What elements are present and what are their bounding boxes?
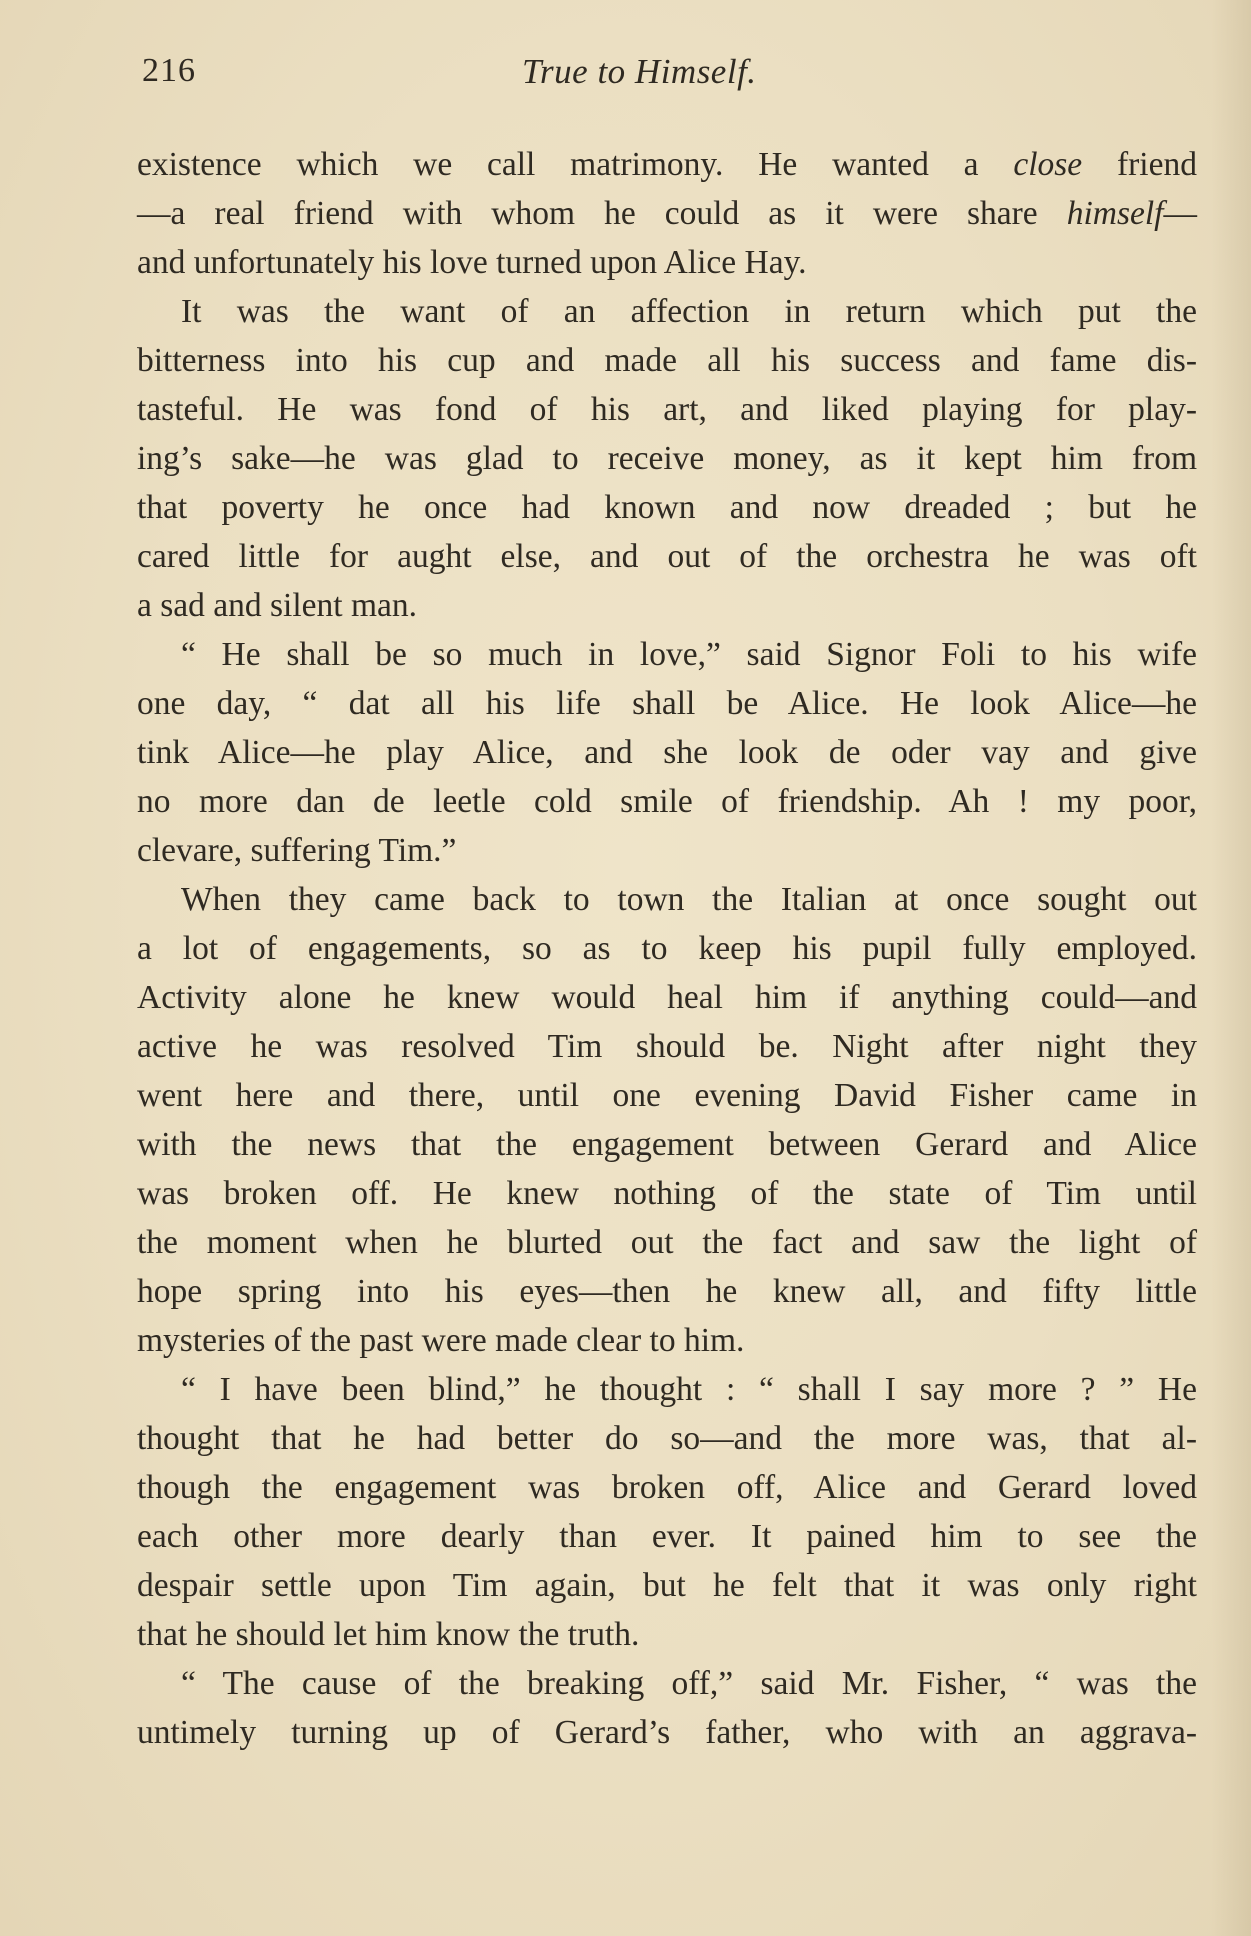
- text-line: tasteful. He was fond of his art, and liked playing for play-: [137, 391, 1197, 428]
- text-line: the moment when he blurted out the fact and saw the light of: [137, 1224, 1197, 1261]
- text-line: Activity alone he knew would heal him if anything could—and: [137, 979, 1197, 1016]
- text-line: with the news that the engagement between Gerard and Alice: [137, 1126, 1197, 1163]
- text-line: “ He shall be so much in love,” said Signor Foli to his wife: [181, 636, 1197, 673]
- text-line: —a real friend with whom he could as it were share himself—: [137, 195, 1197, 232]
- page-number: 216: [142, 52, 196, 89]
- text-line: When they came back to town the Italian at once sought out: [181, 881, 1197, 918]
- text-line: went here and there, until one evening David Fisher came in: [137, 1077, 1197, 1114]
- text-line: a sad and silent man.: [137, 587, 418, 624]
- text-line: that he should let him know the truth.: [137, 1616, 640, 1653]
- text-line: and unfortunately his love turned upon Alice Hay.: [137, 244, 807, 281]
- text-line: existence which we call matrimony. He wanted a close friend: [137, 146, 1197, 183]
- text-line: active he was resolved Tim should be. Night after night they: [137, 1028, 1197, 1065]
- text-line: bitterness into his cup and made all his success and fame dis-: [137, 342, 1197, 379]
- running-title: True to Himself.: [522, 52, 757, 91]
- text-line: was broken off. He knew nothing of the state of Tim until: [137, 1175, 1197, 1212]
- text-line: It was the want of an affection in return which put the: [181, 293, 1197, 330]
- text-line: “ I have been blind,” he thought : “ shall I say more ? ” He: [181, 1371, 1197, 1408]
- text-line: despair settle upon Tim again, but he felt that it was only right: [137, 1567, 1197, 1604]
- text-line: mysteries of the past were made clear to him.: [137, 1322, 745, 1359]
- text-line: cared little for aught else, and out of the orchestra he was oft: [137, 538, 1197, 575]
- text-line: clevare, suffering Tim.”: [137, 832, 457, 869]
- text-line: a lot of engagements, so as to keep his pupil fully employed.: [137, 930, 1197, 967]
- text-line: hope spring into his eyes—then he knew all, and fifty little: [137, 1273, 1197, 1310]
- text-line: thought that he had better do so—and the more was, that al-: [137, 1420, 1197, 1457]
- text-line: though the engagement was broken off, Alice and Gerard loved: [137, 1469, 1197, 1506]
- text-line: “ The cause of the breaking off,” said Mr. Fisher, “ was the: [181, 1665, 1197, 1702]
- text-line: no more dan de leetle cold smile of friendship. Ah ! my poor,: [137, 783, 1197, 820]
- body-text: [137, 140, 1197, 1757]
- page-edge-shadow: [1211, 0, 1251, 1936]
- page-header: [142, 48, 1142, 108]
- text-line: that poverty he once had known and now dreaded ; but he: [137, 489, 1197, 526]
- text-line: ing’s sake—he was glad to receive money, as it kept him from: [137, 440, 1197, 477]
- text-line: each other more dearly than ever. It pained him to see the: [137, 1518, 1197, 1555]
- text-line: one day, “ dat all his life shall be Alice. He look Alice—he: [137, 685, 1197, 722]
- text-line: untimely turning up of Gerard’s father, who with an aggrava-: [137, 1714, 1197, 1751]
- text-line: tink Alice—he play Alice, and she look de oder vay and give: [137, 734, 1197, 771]
